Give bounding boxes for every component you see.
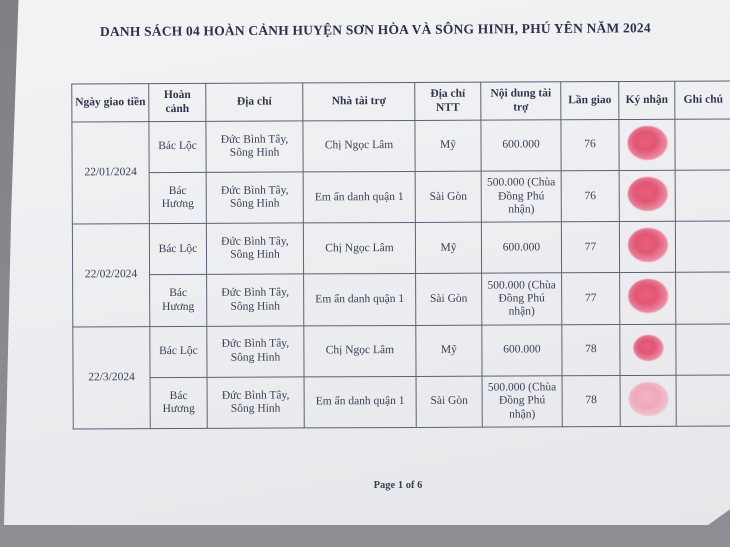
sponsor-address-cell: Sài Gòn [416, 376, 482, 428]
note-cell [676, 375, 730, 426]
table-row [73, 324, 730, 378]
sponsor-address-cell: Mỹ [415, 120, 481, 171]
case-cell: Bác Lộc [150, 326, 207, 377]
address-cell: Đức Bình Tây, Sông Hinh [207, 377, 304, 429]
count-cell: 76 [561, 171, 619, 222]
content-cell: 600.000 [482, 324, 562, 376]
sponsor-address-cell: Sài Gòn [415, 171, 481, 222]
table-row [72, 170, 730, 224]
fingerprint-stamp-icon [627, 126, 667, 160]
note-cell [675, 221, 730, 272]
case-cell: Bác Hương [150, 275, 207, 326]
address-cell: Đức Bình Tây, Sông Hinh [206, 172, 303, 224]
date-cell: 22/3/2024 [73, 326, 150, 429]
page-of: of [405, 480, 415, 491]
date-cell: 22/01/2024 [72, 122, 149, 225]
content-cell: 500.000 (Chùa Đồng Phú nhận) [482, 273, 562, 325]
count-cell: 77 [562, 273, 620, 324]
content-cell: 600.000 [481, 120, 561, 172]
content-cell: 600.000 [481, 222, 561, 274]
signature-cell [619, 119, 675, 170]
header-sponsor-address: Địa chỉ NTT [415, 82, 481, 120]
sponsor-cell: Em ẩn danh quận 1 [304, 274, 416, 326]
address-cell: Đức Bình Tây, Sông Hinh [207, 274, 304, 326]
page-prefix: Page [373, 480, 396, 491]
page-footer [0, 480, 730, 491]
signature-cell [620, 273, 676, 324]
address-cell: Đức Bình Tây, Sông Hinh [207, 326, 304, 378]
sponsor-cell: Em ẩn danh quận 1 [304, 376, 416, 428]
header-case: Hoàn cảnh [149, 83, 206, 121]
case-cell: Bác Lộc [149, 121, 206, 172]
content-cell: 500.000 (Chùa Đồng Phú nhận) [481, 171, 561, 223]
note-cell [675, 170, 730, 221]
case-cell: Bác Hương [150, 377, 207, 428]
table-row [73, 375, 730, 429]
signature-cell [620, 375, 676, 426]
header-count: Lần giao [561, 82, 619, 120]
page-total: 6 [417, 480, 423, 491]
fingerprint-stamp-icon [633, 334, 663, 360]
sponsor-address-cell: Mỹ [415, 222, 481, 273]
count-cell: 76 [561, 120, 619, 171]
table-header-row [72, 81, 730, 122]
sponsor-cell: Chị Ngọc Lâm [304, 325, 416, 377]
document-title: DANH SÁCH 04 HOÀN CẢNH HUYỆN SƠN HÒA VÀ SÔNG HINH, PHÚ YÊN NĂM 2024 [99, 20, 651, 40]
address-cell: Đức Bình Tây, Sông Hinh [206, 223, 303, 275]
header-signature: Ký nhận [619, 81, 675, 119]
table-row [73, 273, 730, 327]
header-sponsor: Nhà tài trợ [303, 82, 415, 120]
count-cell: 78 [562, 324, 620, 375]
header-address: Địa chỉ [206, 83, 303, 121]
case-cell: Bác Hương [149, 173, 206, 224]
header-note: Ghi chú [675, 81, 730, 119]
header-date: Ngày giao tiền [72, 84, 149, 122]
content-cell: 500.000 (Chùa Đồng Phú nhận) [482, 376, 562, 428]
note-cell [676, 324, 730, 375]
date-cell: 22/02/2024 [72, 224, 149, 327]
recipient-table [71, 81, 730, 430]
case-cell: Bác Lộc [149, 224, 206, 275]
sponsor-cell: Em ẩn danh quận 1 [303, 172, 415, 224]
table-row [72, 221, 730, 275]
address-cell: Đức Bình Tây, Sông Hinh [206, 121, 303, 173]
note-cell [675, 119, 730, 170]
signature-cell [620, 324, 676, 375]
sponsor-cell: Chị Ngọc Lâm [303, 120, 415, 172]
fingerprint-stamp-icon [628, 279, 668, 313]
sponsor-address-cell: Mỹ [416, 325, 482, 376]
page-current: 1 [397, 480, 404, 491]
fingerprint-stamp-icon [628, 382, 668, 416]
sponsor-address-cell: Sài Gòn [416, 274, 482, 325]
sponsor-cell: Chị Ngọc Lâm [303, 223, 415, 275]
count-cell: 78 [562, 375, 620, 426]
count-cell: 77 [561, 222, 619, 273]
table-row [72, 119, 730, 173]
signature-cell [619, 170, 675, 221]
fingerprint-stamp-icon [627, 228, 667, 262]
signature-cell [619, 222, 675, 273]
note-cell [676, 273, 730, 324]
fingerprint-stamp-icon [627, 177, 667, 211]
header-content: Nội dung tài trợ [481, 82, 561, 120]
